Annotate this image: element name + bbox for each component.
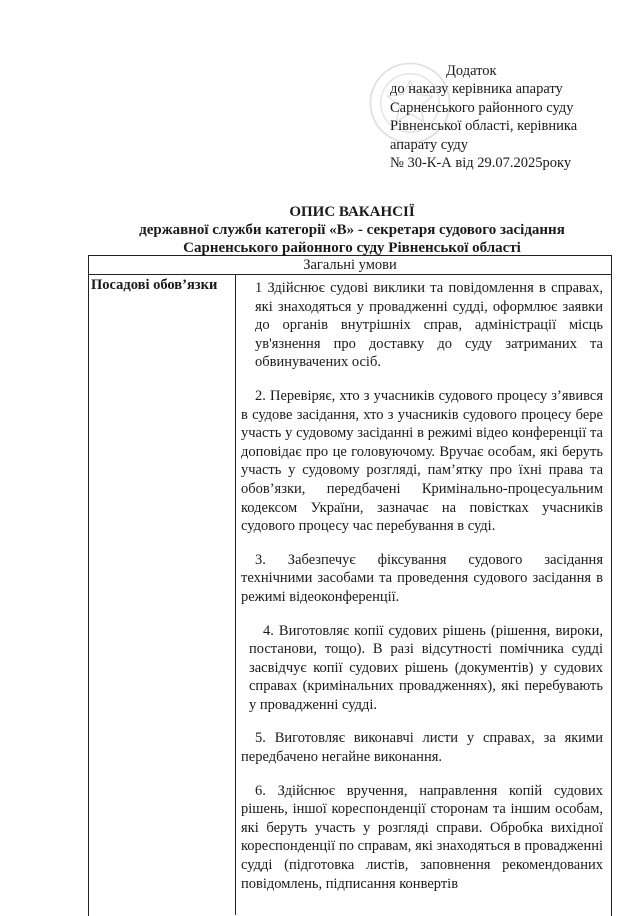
document-court-name: Сарненського районного суду Рівненської області: [183, 240, 521, 256]
document-subtitle: державної служби категорії «В» - секретаря судового засідання: [139, 222, 565, 238]
duties-label: Посадові обов’язки: [91, 277, 218, 293]
annex-block: [390, 62, 630, 172]
annex-order-number: № 30-К-А від 29.07.2025року: [390, 155, 572, 172]
duty-paragraph: 5. Виготовляє виконавчі листи у справах, за якими передбачено негайне виконання.: [241, 730, 603, 766]
annex-line: Рівненської області, керівника: [390, 118, 578, 135]
annex-line: Сарненського районного суду: [390, 99, 574, 116]
duties-row: [89, 275, 611, 915]
general-conditions-header: Загальні умови: [89, 256, 611, 275]
duty-paragraph: 3. Забезпечує фіксування судового засідання технічними засобами та проведення судового засідання в режимі відеоконференції.: [241, 551, 603, 605]
duty-paragraph: 1 Здійснює судові виклики та повідомлення в справах, які знаходяться у провадженні судді, оформлює заявки до органів внутрішніх справ, адміністрації місць ув'язнення про доставку до суду затриманих та обвинувачених осіб.: [255, 280, 603, 371]
annex-line: апарату суду: [390, 136, 468, 153]
annex-title: Додаток: [446, 63, 497, 79]
vacancy-table: [88, 255, 612, 916]
duties-label-cell: [89, 275, 236, 915]
duty-paragraph: 2. Перевіряє, хто з учасників судового процесу з’явився в судове засідання, хто з учасників судового процесу бере участь у судовому засіданні в режимі відео конференції та доповідає про це головуючому. Вручає особам, які беруть участь у судовому розгляді, пам’ятку про їхні права та обов’язки, передбачені Кримінально-процесуальним кодексом України, зазначає на повістках учасників судового процесу час перебування в суді.: [241, 387, 603, 535]
annex-line: до наказу керівника апарату: [390, 81, 563, 98]
duty-paragraph: 4. Виготовляє копії судових рішень (рішення, вироки, постанови, тощо). В разі відсутності помічника судді засвідчує копії судових рішень (документів) у судових справах (кримінальних провадженнях), які перебувають у провадженні судді.: [249, 622, 603, 713]
document-title: ОПИС ВАКАНСІЇ: [289, 204, 415, 220]
duties-content-cell: [241, 275, 603, 893]
duty-paragraph: 6. Здійснює вручення, направлення копій судових рішень, іншої кореспонденції сторонам та іншим особам, які беруть участь у розгляді справи. Обробка вихідної кореспонденції по справам, які знаходяться в провадженні судді (підготовка листів, заповнення рекомендованих повідомлень, підписання конвертів: [241, 782, 603, 892]
